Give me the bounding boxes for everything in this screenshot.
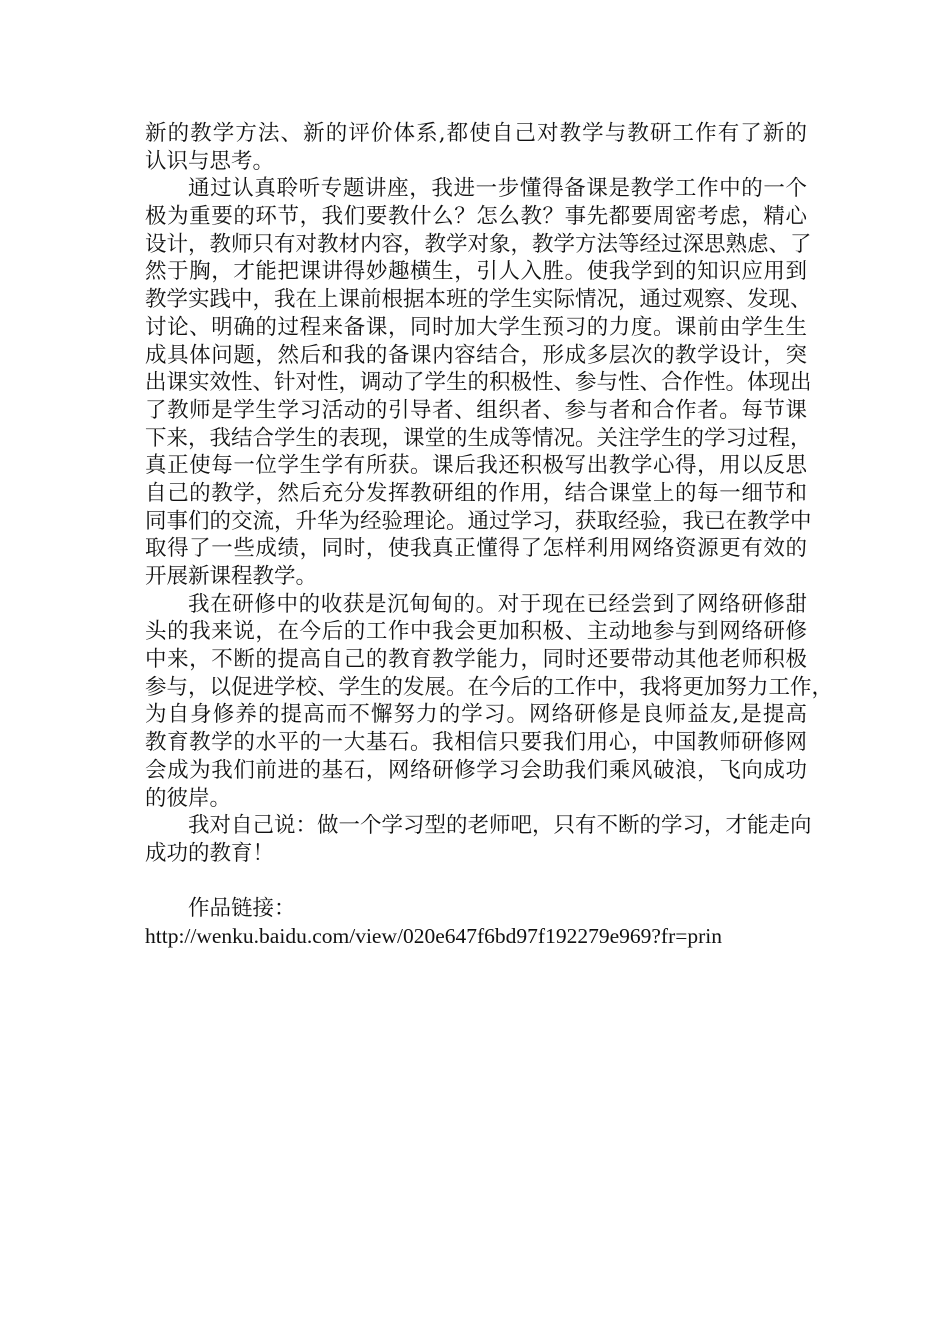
paragraph-line: 成具体问题，然后和我的备课内容结合，形成多层次的教学设计，突 [145,342,807,368]
paragraph-line: 头的我来说，在今后的工作中我会更加积极、主动地参与到网络研修 [145,619,807,645]
paragraph-line: 自己的教学，然后充分发挥教研组的作用，结合课堂上的每一细节和 [145,480,807,506]
paragraph-line: 了教师是学生学习活动的引导者、组织者、参与者和合作者。每节课 [145,397,807,423]
blank-line [145,868,807,896]
paragraph-line: 认识与思考。 [145,148,275,174]
paragraph-line: 下来，我结合学生的表现，课堂的生成等情况。关注学生的学习过程， [145,425,812,451]
paragraph-line: 教育教学的水平的一大基石。我相信只要我们用心，中国教师研修网 [145,730,807,756]
paragraph-4 [145,812,812,867]
paragraph-1 [145,120,807,175]
paragraph-line: 我在研修中的收获是沉甸甸的。对于现在已经尝到了网络研修甜 [188,591,807,617]
link-label: 作品链接： [188,896,296,922]
paragraph-line: 的彼岸。 [145,785,232,811]
document-body [145,120,834,951]
paragraph-line: 教学实践中，我在上课前根据本班的学生实际情况，通过观察、发现、 [145,287,812,313]
paragraph-3 [145,591,834,813]
paragraph-line: 新的教学方法、新的评价体系,都使自己对教学与教研工作有了新的 [145,121,807,146]
paragraph-line: 通过认真聆听专题讲座，我进一步懂得备课是教学工作中的一个 [188,176,807,202]
paragraph-line: 取得了一些成绩，同时，使我真正懂得了怎样利用网络资源更有效的 [145,536,807,562]
paragraph-line: 极为重要的环节，我们要教什么？怎么教？事先都要周密考虑，精心 [145,204,807,230]
paragraph-2 [145,175,812,590]
link-url[interactable]: http://wenku.baidu.com/view/020e647f6bd97f192279e969?fr=prin [145,923,722,948]
paragraph-line: 中来，不断的提高自己的教育教学能力，同时还要带动其他老师积极 [145,647,807,673]
paragraph-line: 参与，以促进学校、学生的发展。在今后的工作中，我将更加努力工作， [145,674,834,700]
paragraph-line: 我对自己说：做一个学习型的老师吧，只有不断的学习，才能走向 [188,813,812,839]
paragraph-line: 然于胸，才能把课讲得妙趣横生，引人入胜。使我学到的知识应用到 [145,259,807,285]
paragraph-line: 设计，教师只有对教材内容，教学对象，教学方法等经过深思熟虑、了 [145,231,812,257]
paragraph-line: 成功的教育！ [145,840,275,866]
paragraph-line: 为自身修养的提高而不懈努力的学习。网络研修是良师益友,是提高 [145,702,807,728]
paragraph-line: 讨论、明确的过程来备课，同时加大学生预习的力度。课前由学生生 [145,314,807,340]
paragraph-line: 开展新课程教学。 [145,564,318,589]
paragraph-line: 出课实效性、针对性，调动了学生的积极性、参与性、合作性。体现出 [145,370,812,396]
link-paragraph [145,895,807,950]
paragraph-line: 同事们的交流，升华为经验理论。通过学习，获取经验，我已在教学中 [145,508,812,534]
paragraph-line: 会成为我们前进的基石，网络研修学习会助我们乘风破浪，飞向成功 [145,757,807,783]
paragraph-line: 真正使每一位学生学有所获。课后我还积极写出教学心得，用以反思 [145,453,807,479]
